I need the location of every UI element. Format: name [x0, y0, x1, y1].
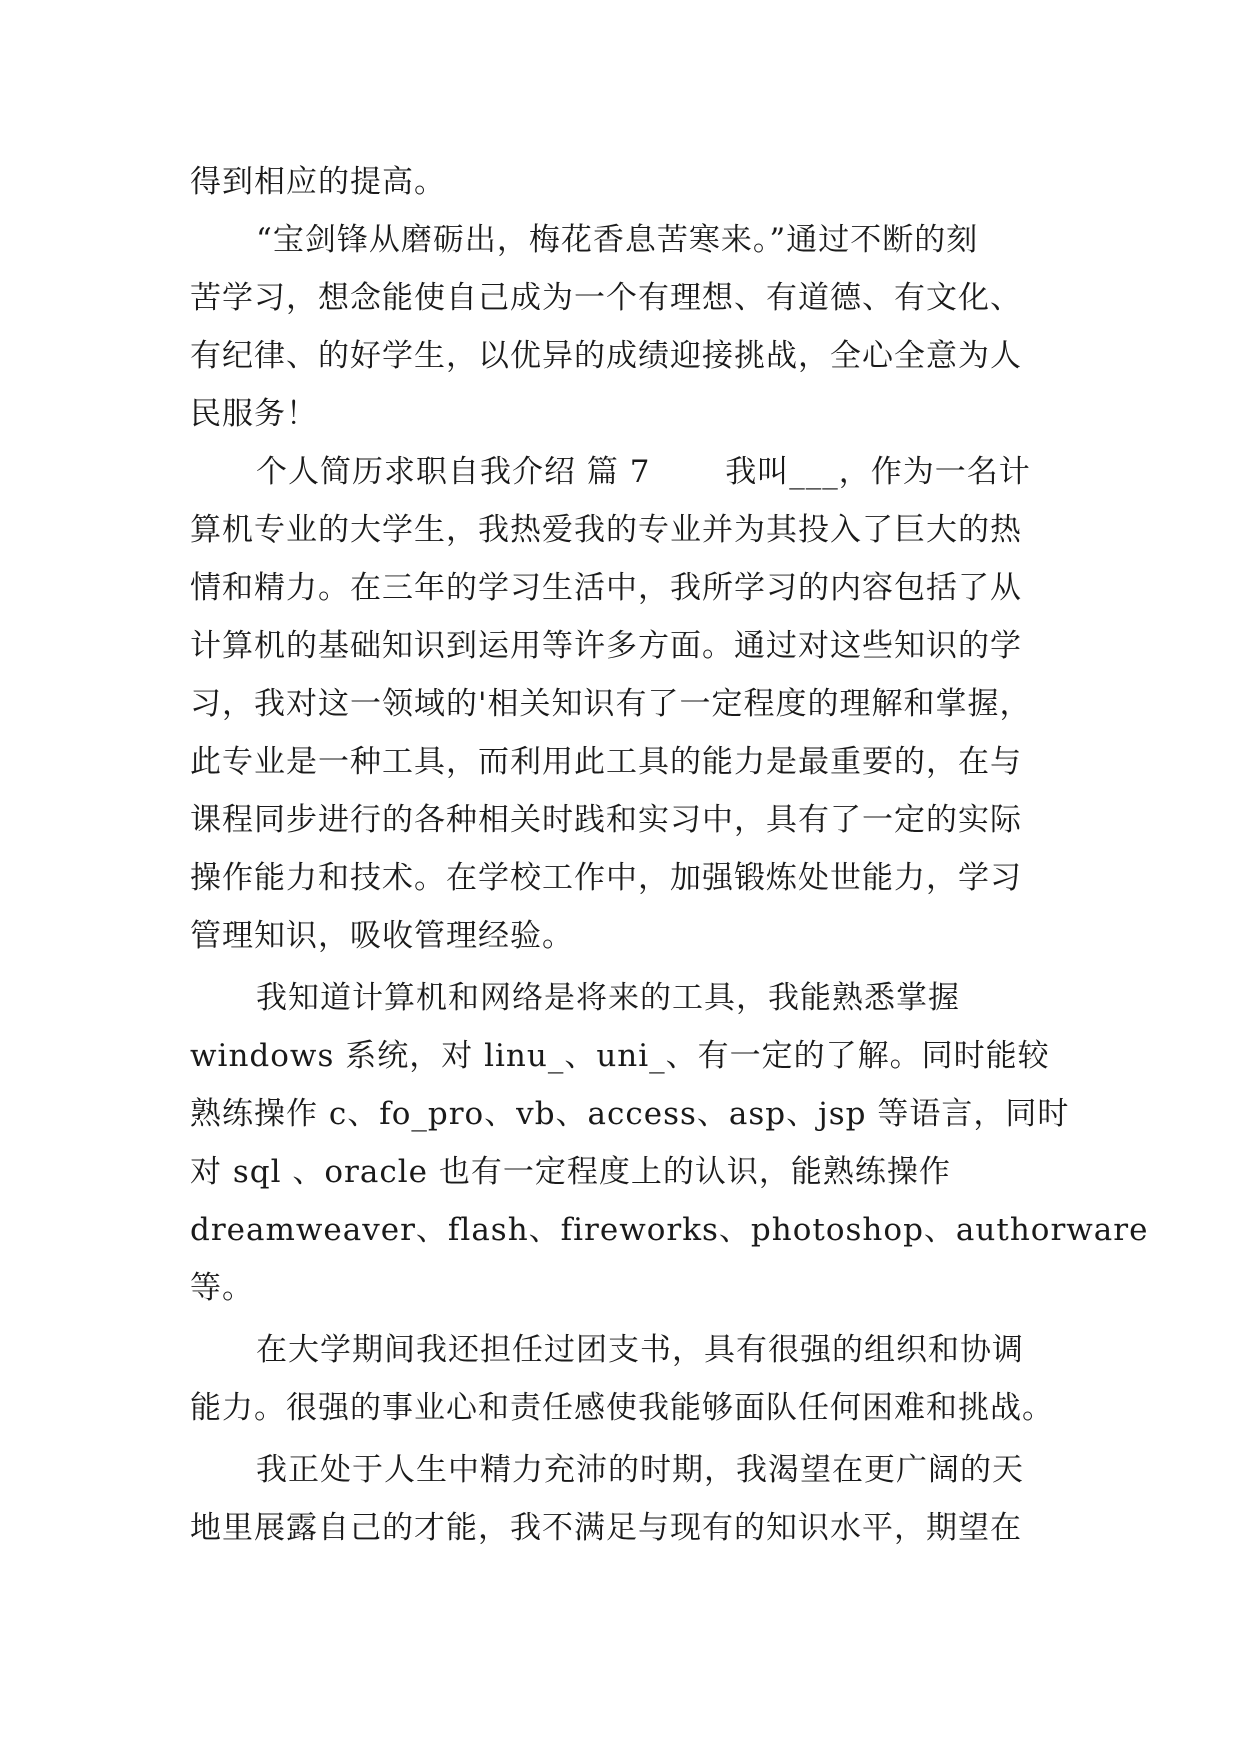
text-line: 得到相应的提高。: [190, 164, 446, 200]
section-heading-line: 个人简历求职自我介绍 篇 7 我叫___，作为一名计: [256, 454, 1031, 490]
text-line: 计算机的基础知识到运用等许多方面。通过对这些知识的学: [190, 628, 1022, 664]
text-line: 苦学习，想念能使自己成为一个有理想、有道德、有文化、: [190, 280, 1022, 316]
text-line: 操作能力和技术。在学校工作中，加强锻炼处世能力，学习: [190, 860, 1022, 896]
text-line: 管理知识，吸收管理经验。: [190, 918, 574, 954]
text-line: 此专业是一种工具，而利用此工具的能力是最重要的，在与: [190, 744, 1022, 780]
text-line: 我正处于人生中精力充沛的时期，我渴望在更广阔的天: [256, 1452, 1024, 1488]
text-line: 在大学期间我还担任过团支书，具有很强的组织和协调: [256, 1332, 1024, 1368]
text-line: 能力。很强的事业心和责任感使我能够面队任何困难和挑战。: [190, 1390, 1054, 1426]
text-line: dreamweaver、flash、fireworks、photoshop、authorware: [190, 1212, 1149, 1248]
text-line: 习，我对这一领域的'相关知识有了一定程度的理解和掌握，: [190, 686, 1032, 722]
text-line: 民服务！: [190, 396, 318, 432]
text-line: 熟练操作 c、fo_pro、vb、access、asp、jsp 等语言，同时: [190, 1096, 1070, 1132]
text-line: 情和精力。在三年的学习生活中，我所学习的内容包括了从: [190, 570, 1022, 606]
text-line: 课程同步进行的各种相关时践和实习中，具有了一定的实际: [190, 802, 1022, 838]
text-line: 算机专业的大学生，我热爱我的专业并为其投入了巨大的热: [190, 512, 1022, 548]
text-line: “宝剑锋从磨砺出，梅花香息苦寒来。”通过不断的刻: [256, 222, 979, 258]
text-line: 对 sql 、oracle 也有一定程度上的认识，能熟练操作: [190, 1154, 951, 1190]
text-line: 有纪律、的好学生，以优异的成绩迎接挑战，全心全意为人: [190, 338, 1022, 374]
text-line: 地里展露自己的才能，我不满足与现有的知识水平，期望在: [190, 1510, 1022, 1546]
text-line: 等。: [190, 1270, 254, 1306]
text-line: windows 系统，对 linu_、uni_、有一定的了解。同时能较: [190, 1038, 1050, 1074]
text-line: 我知道计算机和网络是将来的工具，我能熟悉掌握: [256, 980, 960, 1016]
